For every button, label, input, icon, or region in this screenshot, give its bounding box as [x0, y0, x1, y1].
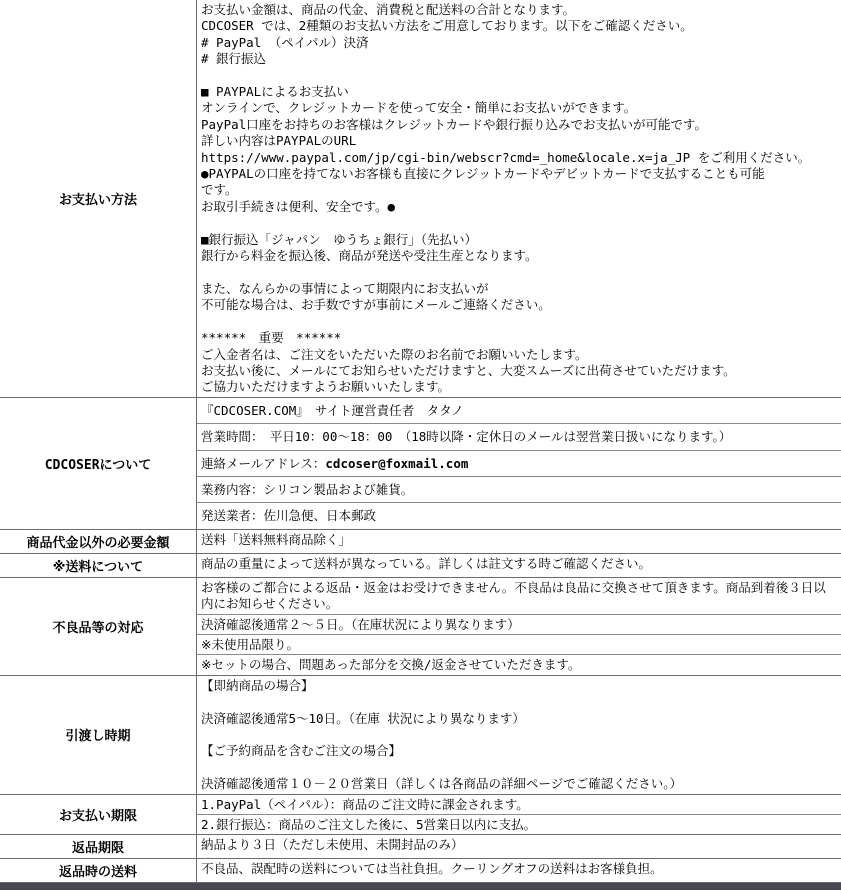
content-cell — [197, 530, 841, 553]
row-content — [197, 0, 841, 397]
row-content — [197, 676, 841, 794]
text-line: また、なんらかの事情によって期限内にお支払いが — [201, 280, 489, 296]
content-cell — [197, 398, 841, 423]
text-line: 銀行から料金を振込後、商品が発送や受注生産となります。 — [201, 248, 538, 264]
row-content — [197, 578, 841, 675]
row-content — [197, 398, 841, 529]
row-content — [197, 835, 841, 858]
table-row — [0, 529, 841, 553]
content-cell — [197, 578, 841, 614]
text-line — [201, 694, 837, 710]
text-line — [201, 727, 837, 743]
text-line: ****** 重要 ****** — [201, 330, 342, 346]
email-address: cdcoser@foxmail.com — [325, 455, 469, 471]
text-line: 送料「送料無料商品除く」 — [201, 531, 352, 547]
text-line: 商品の重量によって送料が異なっている。詳しくは註文する時ご確認ください。 — [201, 555, 652, 571]
text-line: 納品より３日（ただし未使用、未開封品のみ） — [201, 837, 464, 853]
content-cell — [197, 0, 841, 397]
text-line: # 銀行振込 — [201, 51, 267, 67]
row-header: 返品期限 — [0, 835, 197, 858]
text-segment: 連絡メールアドレス： — [201, 455, 326, 471]
table-row — [0, 794, 841, 835]
content-cell — [197, 423, 841, 449]
content-cell — [197, 814, 841, 834]
content-cell — [197, 795, 841, 814]
row-header: お支払い期限 — [0, 795, 197, 835]
row-header: CDCOSERについて — [0, 398, 197, 529]
content-cell — [197, 614, 841, 634]
row-content — [197, 795, 841, 835]
text-line: お支払い金額は、商品の代金、消費税と配送料の合計となります。 — [201, 2, 576, 17]
text-line: 不良品、誤配時の送料については当社負担。クーリングオフの送料はお客様負担。 — [201, 861, 663, 877]
table-row — [0, 675, 841, 794]
text-line: 【即納商品の場合】 — [201, 677, 314, 693]
row-header: 商品代金以外の必要金額 — [0, 530, 197, 553]
footer-bar — [0, 883, 841, 890]
row-header: 引渡し時期 — [0, 676, 197, 794]
text-line — [201, 456, 837, 472]
text-line: PayPal口座をお持ちのお客様はクレジットカードや銀行振り込みでお支払いが可能です。 — [201, 116, 707, 132]
row-content — [197, 554, 841, 577]
content-cell — [197, 502, 841, 528]
text-line — [201, 215, 837, 231]
text-line: 決済確認後通常２〜５日。（在庫状況により異なります） — [201, 616, 520, 632]
row-content — [197, 530, 841, 553]
text-line: お取引手続きは便利、安全です。● — [201, 198, 396, 214]
text-line — [201, 68, 837, 84]
row-header: ※送料について — [0, 554, 197, 577]
row-header: お支払い方法 — [0, 0, 197, 397]
text-line: お客様のご都合による返品・返金はお受けできません。不良品は良品に交換させて頂きます。商品到着後３日以内にお知らせください。 — [201, 579, 826, 612]
row-content — [197, 859, 841, 882]
text-line: ■ PAYPALによるお支払い — [201, 84, 349, 100]
table-row — [0, 577, 841, 675]
text-line: ※セットの場合、問題あった部分を交換/返金させていただきます。 — [201, 657, 581, 673]
text-line: 不可能な場合は、お手数ですが事前にメールご連絡ください。 — [201, 297, 551, 313]
text-line: # PayPal （ペイパル）決済 — [201, 34, 369, 50]
content-cell — [197, 835, 841, 858]
text-line: 『CDCOSER.COM』 サイト運営責任者 タタノ — [201, 402, 464, 418]
text-line: 詳しい内容はPAYPALのURL — [201, 133, 357, 149]
text-line: オンラインで、クレジットカードを使って安全・簡単にお支払いができます。 — [201, 100, 637, 116]
text-line: です。 — [201, 182, 238, 198]
content-cell — [197, 859, 841, 882]
content-cell — [197, 634, 841, 654]
table-row — [0, 397, 841, 529]
text-line: 発送業者：佐川急便、日本郵政 — [201, 508, 377, 524]
text-line: ※未使用品限り。 — [201, 637, 299, 652]
content-cell — [197, 476, 841, 502]
content-cell — [197, 450, 841, 476]
row-header: 返品時の送料 — [0, 859, 197, 882]
text-line: ご協力いただけますようお願いいたします。 — [201, 379, 451, 395]
table-row — [0, 553, 841, 577]
content-cell — [197, 676, 841, 794]
table-row — [0, 858, 841, 882]
text-line: ご入金者名は、ご注文をいただいた際のお名前でお願いいたします。 — [201, 346, 588, 362]
table-row — [0, 0, 841, 397]
text-line — [201, 314, 837, 330]
text-line — [201, 760, 837, 776]
text-line: 決済確認後通常１０－２０営業日（詳しくは各商品の詳細ページでご確認ください。） — [201, 776, 683, 792]
text-line: 【ご予約商品を含むご注文の場合】 — [201, 743, 402, 759]
text-line: 業務内容：シリコン製品および雑貨。 — [201, 481, 414, 497]
text-line: 営業時間： 平日10：00〜18：00 （18時以降・定休日のメールは翌営業日扱いになります。） — [201, 429, 732, 445]
text-line: https://www.paypal.com/jp/cgi-bin/webscr?cmd=_home&locale.x=ja_JP をご利用ください。 — [201, 149, 811, 165]
content-cell — [197, 654, 841, 674]
text-line — [201, 265, 837, 281]
text-line: お支払い後に、メールにてお知らせいただけますと、大変スムーズに出荷させていただけます。 — [201, 362, 736, 378]
row-header: 不良品等の対応 — [0, 578, 197, 675]
content-cell — [197, 554, 841, 577]
text-line: 2.銀行振込：商品のご注文した後に、5営業日以内に支払。 — [201, 817, 537, 833]
text-line: ●PAYPALの口座を持てないお客様も直接にクレジットカードやデビットカードで支払することも可能 — [201, 166, 765, 182]
text-line: 決済確認後通常5〜10日。（在庫 状況により異なります） — [201, 710, 525, 726]
table-row — [0, 834, 841, 858]
text-line: CDCOSER では、2種類のお支払い方法をご用意しております。以下をご確認ください。 — [201, 18, 693, 34]
text-line: ■銀行振込「ジャパン ゆうちょ銀行」（先払い） — [201, 231, 478, 247]
text-line: 1.PayPal（ペイパル）：商品のご注文時に課金されます。 — [201, 796, 529, 812]
